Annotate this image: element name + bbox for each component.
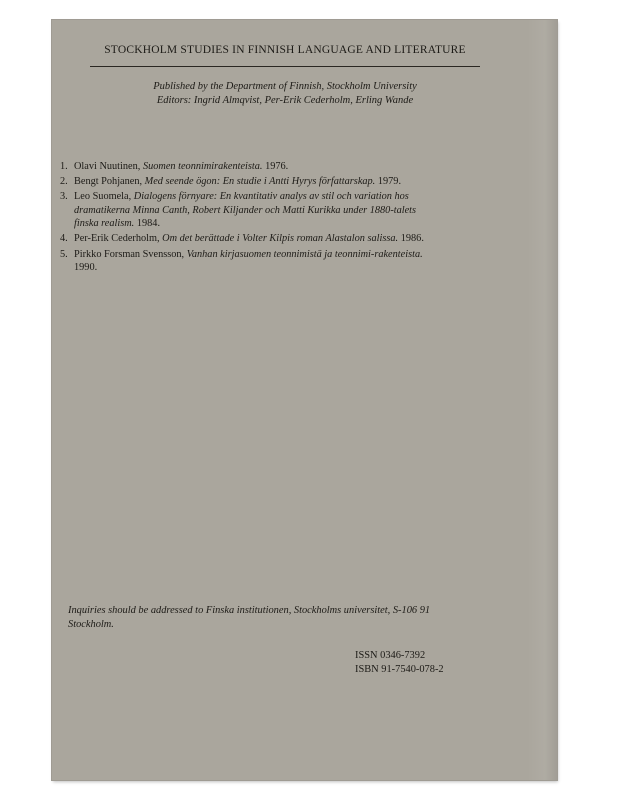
series-item <box>60 232 440 246</box>
series-item <box>60 160 440 174</box>
item-author: Per-Erik Cederholm, <box>74 233 160 245</box>
item-title: Med seende ögon: En studie i Antti Hyrys författarskap. <box>144 176 376 188</box>
item-year: 1986. <box>400 233 424 245</box>
item-year: 1990. <box>74 262 98 274</box>
item-year: 1976. <box>265 161 289 172</box>
series-list <box>60 160 440 276</box>
back-cover <box>52 20 557 780</box>
item-author: Pirkko Forsman Svensson, <box>74 248 185 260</box>
item-title: Om det berättade i Volter Kilpis roman Alastalon salissa. <box>162 233 399 245</box>
title-rule <box>90 66 480 67</box>
item-author: Bengt Pohjanen, <box>74 176 143 188</box>
item-title: Dialogens förnyare: En kvantitativ analys av stil och variation hos dramatikerna Minna Canth, Robert Kiljander och Matti Kurikka under 1880-talets finska realism. <box>74 191 417 230</box>
item-number: 4. <box>60 233 68 245</box>
published-by-line: Published by the Department of Finnish, Stockholm University <box>153 81 417 92</box>
series-item <box>60 175 440 189</box>
issn: ISSN 0346-7392 <box>355 650 426 661</box>
publisher-block <box>90 80 480 108</box>
inquiry-note: Inquiries should be addressed to Finska institutionen, Stockholms universitet, S-106 91 Stockholm. <box>68 605 431 630</box>
item-author: Olavi Nuutinen, <box>74 161 141 172</box>
item-year: 1979. <box>377 176 402 188</box>
publication-codes <box>355 649 444 677</box>
series-item <box>60 190 440 231</box>
item-year: 1984. <box>136 218 161 230</box>
item-number: 5. <box>60 248 68 260</box>
editors-line: Editors: Ingrid Almqvist, Per-Erik Cederholm, Erling Wande <box>156 95 414 106</box>
series-title: STOCKHOLM STUDIES IN FINNISH LANGUAGE AND LITERATURE <box>104 44 466 56</box>
series-item <box>60 248 440 275</box>
cover-edge-shading <box>527 20 557 780</box>
item-number: 2. <box>60 176 68 188</box>
item-number: 3. <box>60 191 68 203</box>
item-number: 1. <box>60 161 68 172</box>
item-author: Leo Suomela, <box>74 191 132 203</box>
item-title: Suomen teonnimirakenteista. <box>142 161 263 172</box>
item-title: Vanhan kirjasuomen teonnimistä ja teonnimi-rakenteista. <box>186 248 423 260</box>
isbn: ISBN 91-7540-078-2 <box>355 664 444 675</box>
